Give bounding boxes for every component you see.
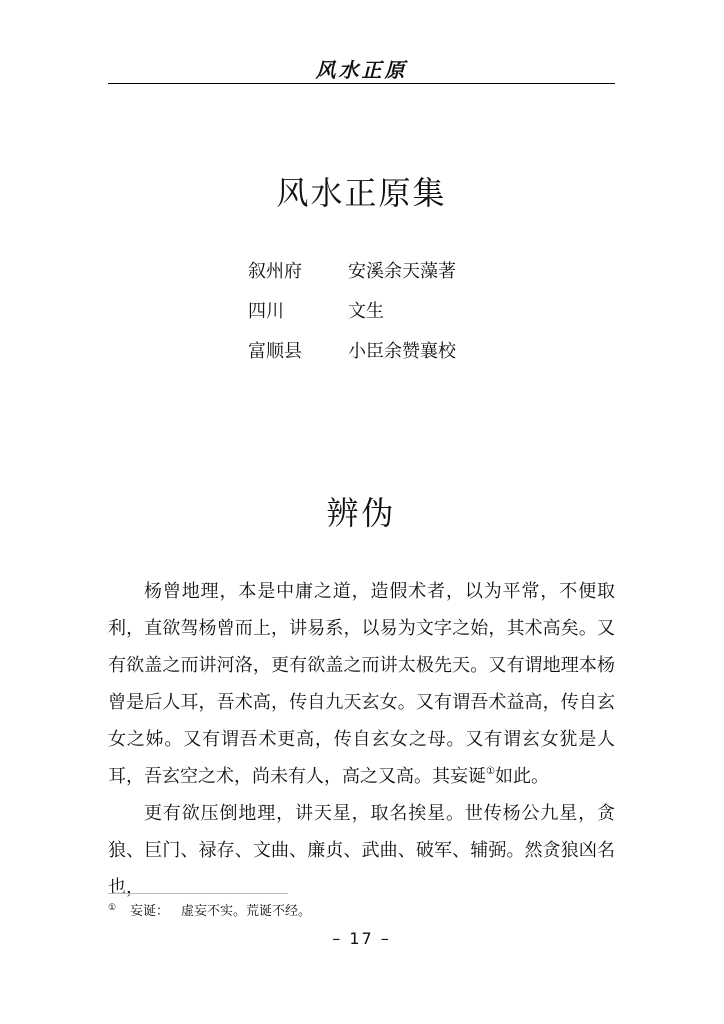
page-number: – 17 – bbox=[332, 929, 391, 948]
credits bbox=[248, 258, 456, 378]
credit-name: 小臣余赞襄校 bbox=[348, 341, 456, 362]
credit-place: 叙州府 bbox=[248, 261, 302, 282]
footnote-definition: 虚妄不实。荒诞不经。 bbox=[181, 904, 312, 919]
credit-place: 富顺县 bbox=[248, 341, 302, 362]
credit-row bbox=[248, 338, 456, 378]
running-header: 风水正原 bbox=[315, 58, 408, 82]
paragraph-text: 更有欲压倒地理，讲天星，取名挨星。世传杨公九星，贪狼、巨门、禄存、文曲、廉贞、武曲、破军、辅弼。然贪狼凶名也， bbox=[108, 803, 615, 898]
footnote-mark: ① bbox=[108, 903, 117, 913]
credit-name: 文生 bbox=[348, 301, 384, 322]
header-rule bbox=[108, 83, 615, 84]
paragraph-text-tail: 如此。 bbox=[494, 766, 549, 787]
credit-place: 四川 bbox=[248, 301, 284, 322]
credit-row bbox=[248, 298, 456, 338]
section-title: 辨伪 bbox=[326, 494, 397, 532]
footnote-ref[interactable]: ① bbox=[486, 766, 495, 777]
footnote-term: 妄诞： bbox=[130, 904, 170, 919]
book-title: 风水正原集 bbox=[276, 174, 447, 212]
credit-row bbox=[248, 258, 456, 298]
paragraph bbox=[108, 573, 615, 795]
footnote bbox=[108, 902, 311, 922]
footnote-rule bbox=[108, 893, 288, 894]
paragraph bbox=[108, 795, 615, 906]
body-text bbox=[108, 573, 615, 906]
paragraph-text: 杨曾地理，本是中庸之道，造假术者，以为平常，不便取利，直欲驾杨曾而上，讲易系，以易为文字之始，其术高矣。又有欲盖之而讲河洛，更有欲盖之而讲太极先天。又有谓地理本杨曾是后人耳，吾术高，传自九天玄女。又有谓吾术益高，传自玄女之姊。又有谓吾术更高，传自玄女之母。又有谓玄女犹是人耳，吾玄空之术，尚未有人，高之又高。其妄诞 bbox=[108, 581, 615, 787]
credit-name: 安溪余天藻著 bbox=[348, 261, 456, 282]
